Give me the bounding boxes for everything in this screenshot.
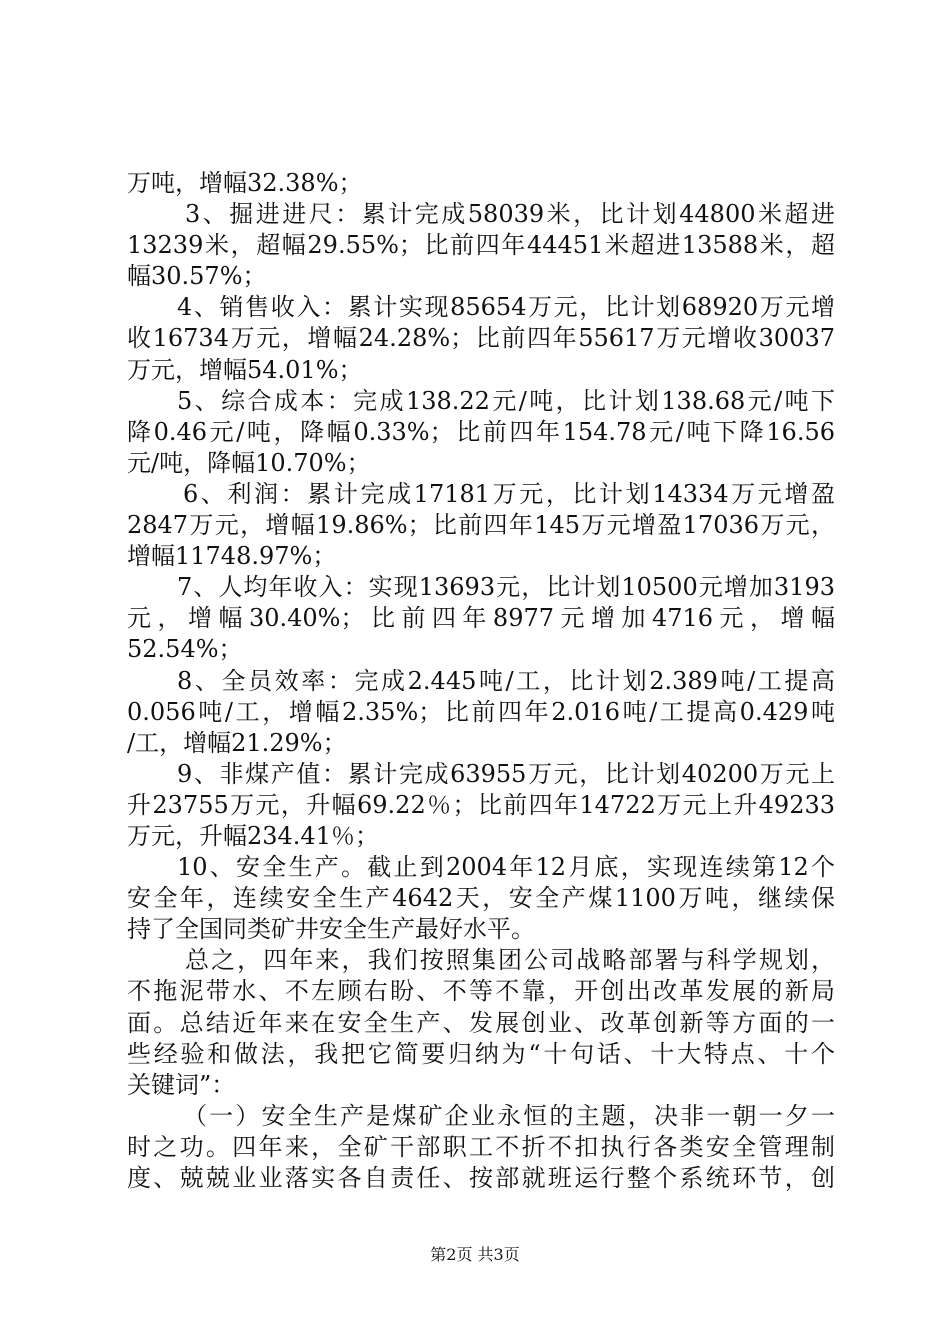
text-line: 安全年，连续安全生产4642天，安全产煤1100万吨，继续保 bbox=[127, 884, 835, 913]
text-line: 元/吨，降幅10.70%； bbox=[127, 448, 371, 477]
text-line: 52.54%； bbox=[127, 635, 243, 664]
text-line: 2847万元，增幅19.86%；比前四年145万元增盈17036万元， bbox=[127, 511, 835, 540]
text-line: 13239米，超幅29.55%；比前四年44451米超进13588米，超 bbox=[127, 231, 835, 260]
text-line: 不拖泥带水、不左顾右盼、不等不靠，开创出改革发展的新局 bbox=[127, 977, 835, 1006]
text-line: 6、利润：累计完成17181万元，比计划14334万元增盈 bbox=[183, 479, 835, 508]
text-line: 时之功。四年来，全矿干部职工不折不扣执行各类安全管理制 bbox=[127, 1132, 835, 1161]
text-line: 4、销售收入：累计实现85654万元，比计划68920万元增 bbox=[177, 293, 835, 322]
text-line: 7、人均年收入：实现13693元，比计划10500元增加3193 bbox=[177, 573, 835, 602]
text-line: /工，增幅21.29%； bbox=[127, 728, 347, 757]
text-line: 面。总结近年来在安全生产、发展创业、改革创新等方面的一 bbox=[127, 1008, 835, 1037]
text-line: 万吨，增幅32.38%； bbox=[127, 169, 363, 197]
text-line: 9、非煤产值：累计完成63955万元，比计划40200万元上 bbox=[177, 759, 835, 788]
text-line: 万元，升幅234.41％； bbox=[127, 821, 379, 850]
text-line: 关键词”： bbox=[127, 1070, 236, 1099]
text-line: 幅30.57%； bbox=[127, 262, 267, 291]
text-line: 总之，四年来，我们按照集团公司战略部署与科学规划， bbox=[185, 946, 835, 975]
text-line: 降0.46元/吨，降幅0.33%；比前四年154.78元/吨下降16.56 bbox=[127, 417, 835, 446]
text-line: （一）安全生产是煤矿企业永恒的主题，决非一朝一夕一 bbox=[183, 1101, 835, 1130]
text-line: 10、安全生产。截止到2004年12月底，实现连续第12个 bbox=[177, 853, 835, 882]
text-line: 收16734万元，增幅24.28%；比前四年55617万元增收30037 bbox=[127, 324, 835, 353]
text-line: 增幅11748.97%； bbox=[127, 542, 337, 571]
text-line: 持了全国同类矿井安全生产最好水平。 bbox=[127, 915, 535, 944]
text-line: 0.056吨/工，增幅2.35%；比前四年2.016吨/工提高0.429吨 bbox=[127, 697, 835, 726]
document-body bbox=[127, 168, 835, 1194]
text-line: 3、掘进进尺：累计完成58039米，比计划44800米超进 bbox=[185, 200, 835, 229]
text-line: 元，增幅30.40%；比前四年8977元增加4716元，增幅 bbox=[127, 604, 835, 633]
text-line: 升23755万元，升幅69.22％；比前四年14722万元上升49233 bbox=[127, 790, 835, 819]
page-footer: 第2页 共3页 bbox=[430, 1245, 520, 1264]
text-line: 8、全员效率：完成2.445吨/工，比计划2.389吨/工提高 bbox=[177, 666, 835, 695]
text-line: 5、综合成本：完成138.22元/吨，比计划138.68元/吨下 bbox=[177, 386, 835, 415]
text-line: 万元，增幅54.01%； bbox=[127, 355, 363, 384]
text-line: 些经验和做法，我把它简要归纳为“十句话、十大特点、十个 bbox=[127, 1039, 835, 1068]
text-line: 度、兢兢业业落实各自责任、按部就班运行整个系统环节，创 bbox=[127, 1164, 835, 1192]
